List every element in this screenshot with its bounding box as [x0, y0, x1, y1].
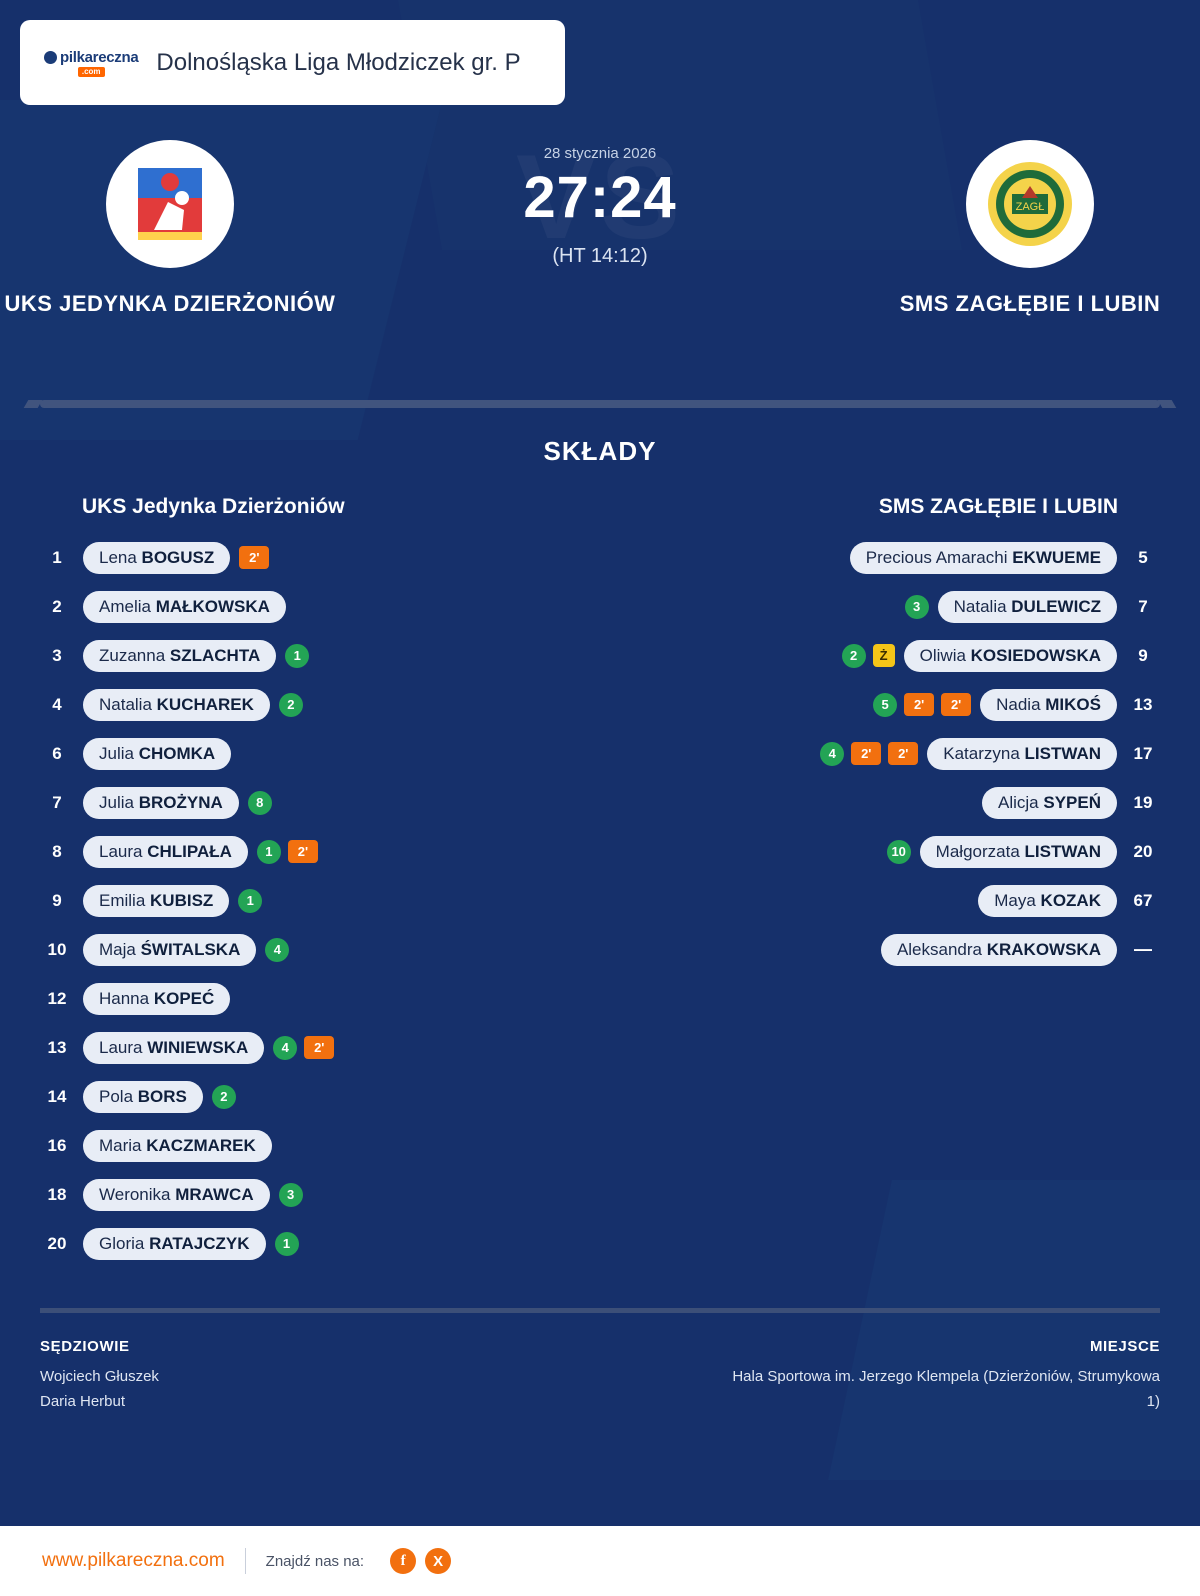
suspension-badge: 2'	[941, 693, 971, 716]
match-info	[40, 1308, 1160, 1414]
player-number	[1126, 938, 1160, 962]
goals-badge: 4	[273, 1036, 297, 1060]
no-number-dash: —	[1134, 939, 1152, 959]
player-name-pill[interactable]: Zuzanna SZLACHTA	[83, 640, 276, 672]
player-badges	[273, 1036, 334, 1060]
goals-badge: 5	[873, 693, 897, 717]
player-row[interactable]	[40, 974, 585, 1023]
player-number: 5	[1138, 547, 1148, 567]
goals-badge: 10	[887, 840, 911, 864]
player-row[interactable]	[40, 1072, 585, 1121]
player-number: 14	[47, 1086, 67, 1106]
player-row[interactable]	[40, 925, 585, 974]
player-row[interactable]	[40, 1170, 585, 1219]
player-badges	[820, 742, 918, 766]
player-number: 13	[1133, 694, 1153, 714]
player-row[interactable]	[615, 729, 1160, 778]
player-name-pill[interactable]: Hanna KOPEĆ	[83, 983, 230, 1015]
final-score: 27:24	[523, 165, 677, 230]
player-name-pill[interactable]: Aleksandra KRAKOWSKA	[881, 934, 1117, 966]
player-name-pill[interactable]: Amelia MAŁKOWSKA	[83, 591, 286, 623]
player-number: 9	[52, 890, 62, 910]
player-name-pill[interactable]: Natalia KUCHAREK	[83, 689, 270, 721]
player-number: 19	[1133, 792, 1153, 812]
player-row[interactable]	[40, 582, 585, 631]
player-number: 13	[47, 1037, 67, 1057]
player-name-pill[interactable]: Lena BOGUSZ	[83, 542, 230, 574]
player-row[interactable]	[40, 876, 585, 925]
goals-badge: 1	[285, 644, 309, 668]
league-header-card	[20, 20, 565, 105]
player-number: 20	[47, 1233, 67, 1253]
away-team-name: SMS ZAGŁĘBIE I LUBIN	[899, 291, 1161, 316]
home-lineup-title: UKS Jedynka Dzierżoniów	[82, 495, 345, 518]
match-date: 28 stycznia 2026	[543, 145, 657, 162]
player-number: 7	[1138, 596, 1148, 616]
player-name-pill[interactable]: Gloria RATAJCZYK	[83, 1228, 266, 1260]
goals-badge: 1	[238, 889, 262, 913]
handball-icon	[44, 51, 57, 64]
referees-block	[40, 1335, 159, 1414]
player-row[interactable]	[40, 1121, 585, 1170]
player-name-pill[interactable]: Małgorzata LISTWAN	[920, 836, 1117, 868]
lineups-section	[0, 408, 1200, 1268]
venue-block	[730, 1335, 1160, 1414]
player-row[interactable]	[615, 925, 1160, 974]
facebook-icon[interactable]: f	[390, 1548, 416, 1574]
player-badges	[873, 693, 971, 717]
svg-text:ZAGŁ: ZAGŁ	[1015, 201, 1045, 213]
home-team-crest-icon	[106, 140, 234, 268]
player-badges	[238, 889, 262, 913]
goals-badge: 2	[212, 1085, 236, 1109]
player-row[interactable]	[615, 582, 1160, 631]
player-name-pill[interactable]: Maria KACZMAREK	[83, 1130, 272, 1162]
player-name-pill[interactable]: Pola BORS	[83, 1081, 203, 1113]
player-badges	[905, 595, 929, 619]
section-divider	[40, 400, 1160, 408]
player-row[interactable]	[40, 729, 585, 778]
player-number: 8	[52, 841, 62, 861]
player-row[interactable]	[40, 1023, 585, 1072]
player-name-pill[interactable]: Laura CHLIPAŁA	[83, 836, 248, 868]
goals-badge: 8	[248, 791, 272, 815]
find-us-label: Znajdź nas na:	[265, 1552, 365, 1570]
suspension-badge: 2'	[904, 693, 934, 716]
player-badges	[279, 693, 303, 717]
player-badges	[887, 840, 911, 864]
player-name-pill[interactable]: Julia BROŻYNA	[83, 787, 239, 819]
player-row[interactable]	[40, 533, 585, 582]
referee-name: Daria Herbut	[40, 1392, 126, 1410]
goals-badge: 2	[842, 644, 866, 668]
lineups-title: SKŁADY	[543, 436, 657, 466]
home-player-list	[40, 533, 585, 1268]
player-name-pill[interactable]: Nadia MIKOŚ	[980, 689, 1117, 721]
goals-badge: 3	[279, 1183, 303, 1207]
player-row[interactable]	[40, 1219, 585, 1268]
player-number: 1	[52, 547, 62, 567]
score-center	[390, 145, 810, 268]
venue-title: MIEJSCE	[1089, 1338, 1160, 1355]
x-icon[interactable]: X	[425, 1548, 451, 1574]
home-team-name: UKS JEDYNKA DZIERŻONIÓW	[4, 291, 336, 316]
player-number: 17	[1133, 743, 1153, 763]
player-row[interactable]	[40, 680, 585, 729]
goals-badge: 4	[265, 938, 289, 962]
player-row[interactable]	[615, 778, 1160, 827]
player-number: 20	[1133, 841, 1153, 861]
player-badges	[275, 1232, 299, 1256]
halftime-score: (HT 14:12)	[552, 244, 648, 267]
player-badges	[265, 938, 289, 962]
player-number: 4	[52, 694, 62, 714]
suspension-badge: 2'	[288, 840, 318, 863]
social-links	[390, 1548, 451, 1574]
player-name-pill[interactable]: Maya KOZAK	[978, 885, 1117, 917]
player-name-pill[interactable]: Emilia KUBISZ	[83, 885, 229, 917]
player-name-pill[interactable]: Oliwia KOSIEDOWSKA	[904, 640, 1117, 672]
player-badges	[285, 644, 309, 668]
player-row[interactable]	[40, 827, 585, 876]
brand-suffix: .com	[78, 67, 105, 77]
player-name-pill[interactable]: Julia CHOMKA	[83, 738, 231, 770]
home-team-block	[0, 140, 340, 319]
player-number: 9	[1138, 645, 1148, 665]
goals-badge: 1	[275, 1232, 299, 1256]
player-number: 6	[52, 743, 62, 763]
goals-badge: 3	[905, 595, 929, 619]
referee-name: Wojciech Głuszek	[40, 1367, 159, 1385]
player-name-pill[interactable]: Precious Amarachi EKWUEME	[850, 542, 1117, 574]
away-team-crest-icon	[966, 140, 1094, 268]
player-number: 2	[52, 596, 62, 616]
suspension-badge: 2'	[304, 1036, 334, 1059]
player-row[interactable]	[615, 680, 1160, 729]
player-row[interactable]	[40, 631, 585, 680]
footer-separator	[245, 1548, 246, 1574]
referees-title: SĘDZIOWIE	[40, 1338, 130, 1355]
away-lineup-title: SMS ZAGŁĘBIE I LUBIN	[878, 495, 1118, 518]
player-name-pill[interactable]: Maja ŚWITALSKA	[83, 934, 256, 966]
player-number: 12	[47, 988, 67, 1008]
player-badges	[248, 791, 272, 815]
player-number: 10	[47, 939, 67, 959]
home-lineup-column	[40, 495, 585, 1268]
player-row[interactable]	[615, 631, 1160, 680]
player-badges	[257, 840, 318, 864]
away-lineup-column	[615, 495, 1160, 1268]
player-number: 3	[52, 645, 62, 665]
player-badges	[212, 1085, 236, 1109]
player-badges	[842, 644, 895, 668]
player-name-pill[interactable]: Alicja SYPEŃ	[982, 787, 1117, 819]
brand-logo	[44, 49, 138, 77]
yellow-card-badge: Ż	[873, 644, 895, 667]
brand-name: pilkareczna	[44, 49, 138, 65]
player-name-pill[interactable]: Laura WINIEWSKA	[83, 1032, 264, 1064]
suspension-badge: 2'	[851, 742, 881, 765]
site-url-link[interactable]: www.pilkareczna.com	[42, 1550, 225, 1571]
player-number: 16	[47, 1135, 67, 1155]
away-player-list	[615, 533, 1160, 974]
player-name-pill[interactable]: Katarzyna LISTWAN	[927, 738, 1117, 770]
goals-badge: 2	[279, 693, 303, 717]
player-number: 7	[52, 792, 62, 812]
player-name-pill[interactable]: Natalia DULEWICZ	[938, 591, 1117, 623]
player-row[interactable]	[40, 778, 585, 827]
suspension-badge: 2'	[888, 742, 918, 765]
player-row[interactable]	[615, 876, 1160, 925]
goals-badge: 1	[257, 840, 281, 864]
venue-name: Hala Sportowa im. Jerzego Klempela (Dzierżoniów, Strumykowa 1)	[732, 1367, 1160, 1410]
player-badges	[239, 546, 269, 569]
away-team-block	[860, 140, 1200, 319]
player-row[interactable]	[615, 827, 1160, 876]
player-number: 18	[47, 1184, 67, 1204]
player-row[interactable]	[615, 533, 1160, 582]
player-name-pill[interactable]: Weronika MRAWCA	[83, 1179, 270, 1211]
player-number: 67	[1133, 890, 1153, 910]
suspension-badge: 2'	[239, 546, 269, 569]
goals-badge: 4	[820, 742, 844, 766]
league-title: Dolnośląska Liga Młodziczek gr. P	[156, 48, 521, 76]
player-badges	[279, 1183, 303, 1207]
footer-bar	[0, 1526, 1200, 1596]
